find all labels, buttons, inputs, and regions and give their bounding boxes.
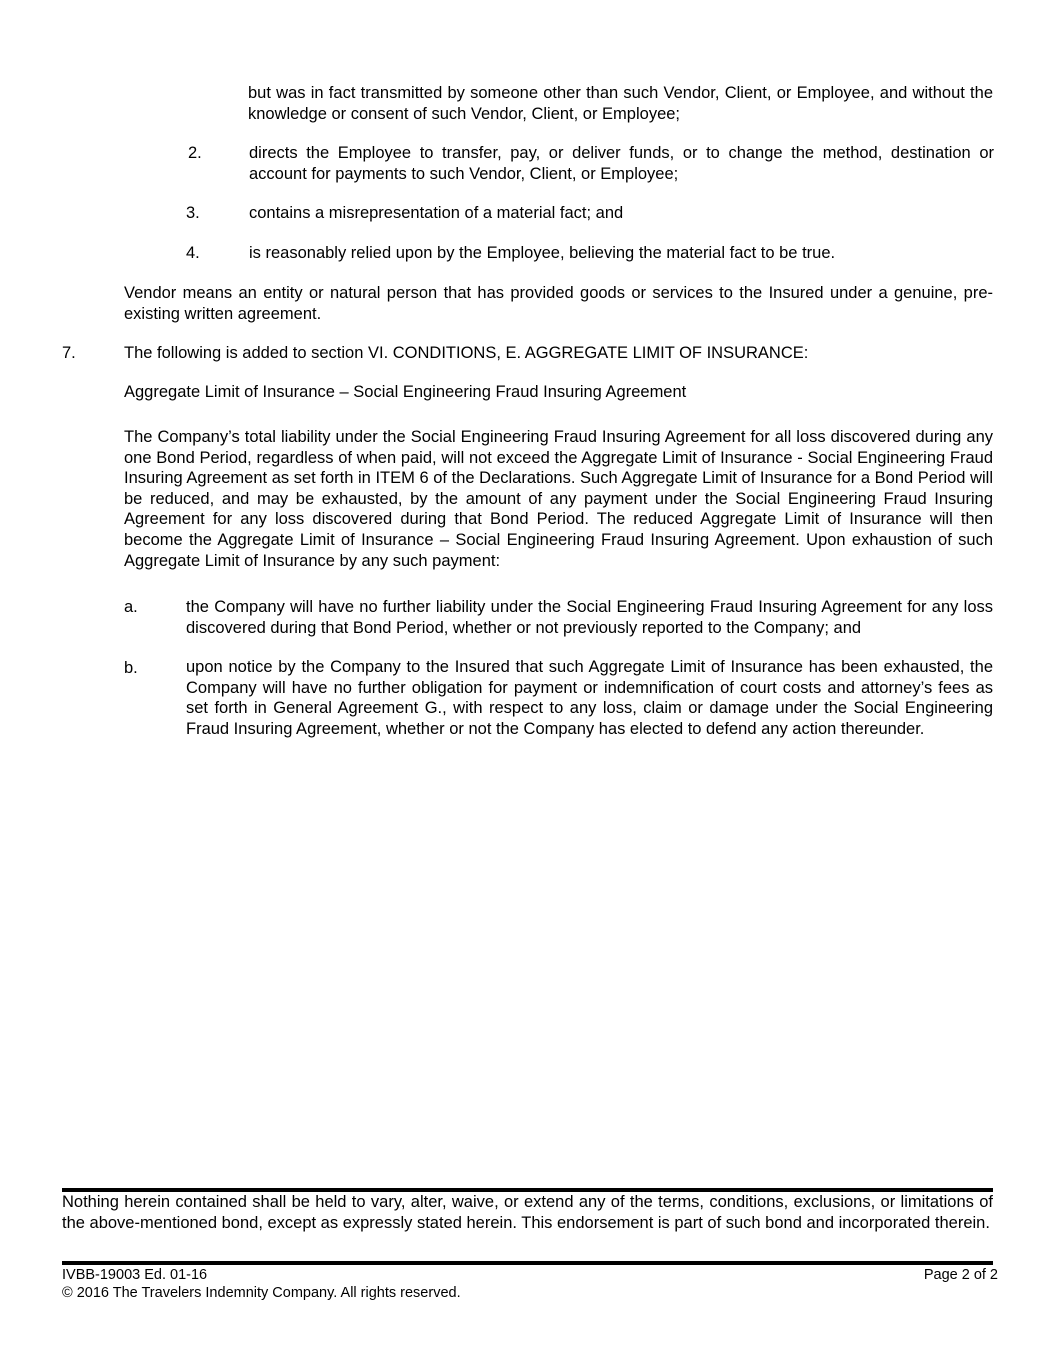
item-3-number: 3. (186, 204, 200, 222)
item1-continuation: but was in fact transmitted by someone other than such Vendor, Client, or Employee, and without the knowledge or consent of such Vendor, Client, or Employee; (248, 84, 993, 123)
section-7-heading: The following is added to section VI. CONDITIONS, E. AGGREGATE LIMIT OF INSURANCE: (124, 344, 809, 362)
item-b-label: b. (124, 659, 138, 677)
form-number: IVBB-19003 Ed. 01-16 (62, 1267, 208, 1283)
disclaimer-bottom-rule (62, 1261, 993, 1265)
disclaimer-text: Nothing herein contained shall be held to vary, alter, waive, or extend any of the terms, conditions, exclusions, or limitations of the above-mentioned bond, except as expressly stated herein. This endorsement is part of such bond and incorporated therein. (62, 1193, 993, 1232)
section-7-body: The Company’s total liability under the Social Engineering Fraud Insuring Agreement for all loss discovered during any one Bond Period, regardless of when paid, will not exceed the Aggregate Limit of Insurance - Social Engineering Fraud Insuring Agreement as set forth in ITEM 6 of the Declarations. Such Aggregate Limit of Insurance for a Bond Period will be reduced, and may be exhausted, by the amount of any payment under the Social Engineering Fraud Insuring Agreement for any loss discovered during that Bond Period. The reduced Aggregate Limit of Insurance will then become the Aggregate Limit of Insurance – Social Engineering Fraud Insuring Agreement. Upon exhaustion of such Aggregate Limit of Insurance by any such payment: (124, 428, 993, 570)
item-4-text: is reasonably relied upon by the Employee, believing the material fact to be true. (249, 244, 836, 262)
item-b-text: upon notice by the Company to the Insured that such Aggregate Limit of Insurance has been exhausted, the Company will have no further obligation for payment or indemnification of court costs and attorney’s fees as set forth in General Agreement G., with respect to any loss, claim or damage under the Social Engineering Fraud Insuring Agreement, whether or not the Company has elected to defend any action thereunder. (186, 658, 993, 738)
vendor-definition: Vendor means an entity or natural person that has provided goods or services to the Insured under a genuine, pre-existing written agreement. (124, 284, 993, 323)
page-number: Page 2 of 2 (923, 1267, 998, 1283)
section-7-number: 7. (62, 344, 76, 362)
item-2-number: 2. (188, 144, 202, 162)
item-a-text: the Company will have no further liability under the Social Engineering Fraud Insuring Agreement for any loss discovered during that Bond Period, whether or not previously reported to the Company; and (186, 598, 993, 637)
item-2-text: directs the Employee to transfer, pay, or deliver funds, or to change the method, destination or account for payments to such Vendor, Client, or Employee; (249, 144, 994, 183)
item-4-number: 4. (186, 244, 200, 262)
item-3-text: contains a misrepresentation of a material fact; and (249, 204, 624, 222)
item-a-label: a. (124, 598, 138, 616)
section-7-subheading: Aggregate Limit of Insurance – Social Engineering Fraud Insuring Agreement (124, 383, 687, 401)
copyright: © 2016 The Travelers Indemnity Company. All rights reserved. (62, 1285, 461, 1301)
